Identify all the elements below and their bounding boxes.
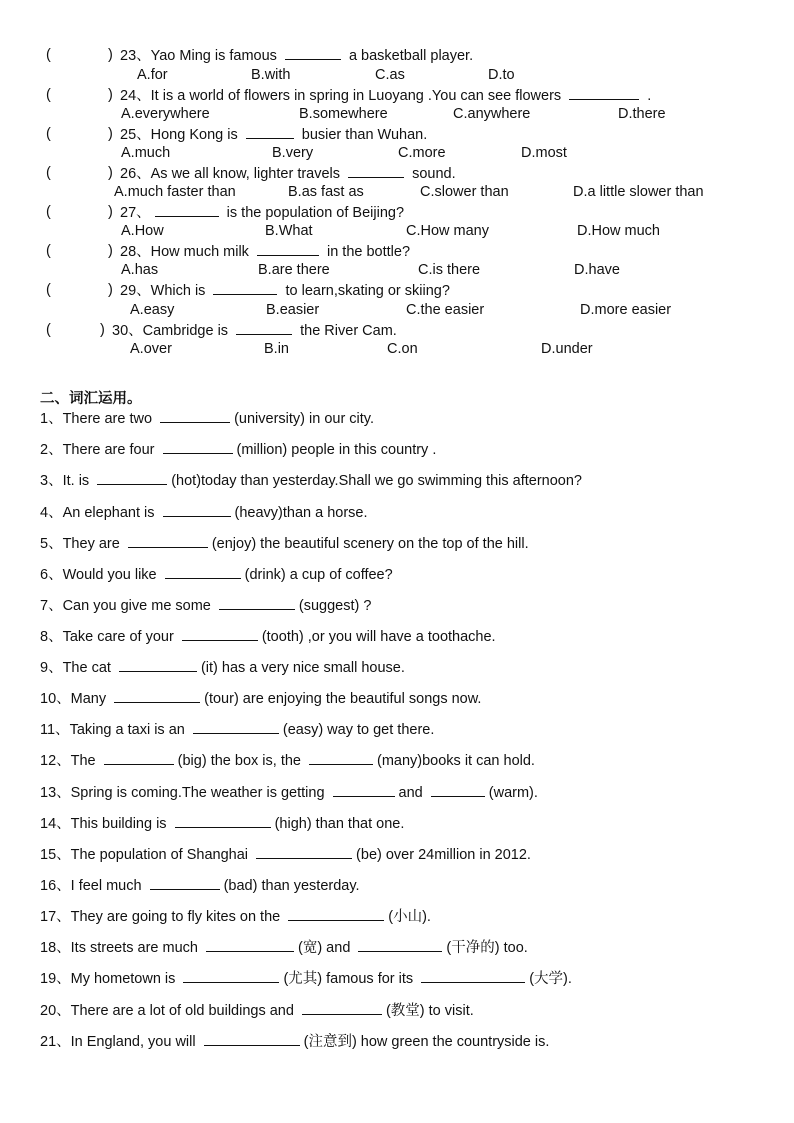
item-text: There are four — [62, 442, 159, 458]
answer-blank[interactable] — [182, 626, 258, 641]
item-text: (many)books it can hold. — [377, 753, 535, 769]
question-stem — [120, 45, 473, 66]
item-text: Would you like — [62, 567, 161, 583]
option-d[interactable]: D.to — [488, 67, 515, 83]
item-text: The population of Shanghai — [70, 847, 253, 863]
question-stem — [120, 163, 456, 184]
item-number: 8、 — [40, 629, 63, 645]
option-b[interactable]: B.with — [251, 67, 291, 83]
item-text: Its streets are much — [70, 940, 202, 956]
option-c[interactable]: C.is there — [418, 262, 481, 278]
option-d[interactable]: D.under — [541, 341, 593, 357]
item-number: 6、 — [40, 567, 63, 583]
answer-blank[interactable] — [213, 280, 277, 295]
answer-blank[interactable] — [256, 844, 352, 859]
item-text: (million) people in this country . — [236, 442, 437, 458]
exercise-item-3 — [40, 470, 582, 490]
answer-paren[interactable]: ( — [46, 47, 51, 63]
question-stem — [120, 202, 404, 223]
answer-blank[interactable] — [97, 470, 167, 485]
option-d[interactable]: D.more easier — [580, 302, 672, 318]
item-number: 10、 — [40, 691, 71, 707]
exercise-item-20 — [40, 1000, 474, 1020]
answer-blank[interactable] — [431, 782, 485, 797]
item-text: (大学). — [529, 971, 572, 987]
answer-blank[interactable] — [288, 906, 384, 921]
item-text: (bad) than yesterday. — [223, 878, 360, 894]
answer-blank[interactable] — [285, 45, 341, 60]
answer-blank[interactable] — [333, 782, 395, 797]
question-text: Hong Kong is — [150, 127, 242, 143]
exercise-item-8 — [40, 626, 496, 646]
option-a[interactable]: A.easy — [130, 302, 175, 318]
answer-blank[interactable] — [104, 750, 174, 765]
item-number: 16、 — [40, 878, 71, 894]
question-text: a basketball player. — [344, 48, 474, 64]
option-c[interactable]: C.slower than — [420, 184, 509, 200]
question-stem — [112, 320, 397, 341]
question-number: 27、 — [120, 205, 151, 221]
item-text: (教堂) to visit. — [385, 1003, 474, 1019]
item-text: They are — [62, 536, 124, 552]
answer-paren-close: ) — [108, 165, 113, 181]
exercise-item-21 — [40, 1031, 549, 1051]
item-text: They are going to fly kites on the — [70, 909, 285, 925]
item-text: (heavy)than a horse. — [234, 505, 368, 521]
answer-blank[interactable] — [128, 533, 208, 548]
question-text: in the bottle? — [322, 244, 411, 260]
exercise-item-1 — [40, 408, 374, 428]
question-number: 23、 — [120, 48, 151, 64]
item-text: An elephant is — [62, 505, 159, 521]
option-b[interactable]: B.as fast as — [288, 184, 364, 200]
question-text: the River Cam. — [296, 323, 397, 339]
answer-blank[interactable] — [163, 439, 233, 454]
item-text: There are two — [62, 411, 157, 427]
answer-blank[interactable] — [302, 1000, 382, 1015]
answer-blank[interactable] — [183, 968, 279, 983]
answer-blank[interactable] — [114, 688, 200, 703]
option-c[interactable]: C.more — [398, 145, 446, 161]
item-text: Many — [70, 691, 111, 707]
item-text: Spring is coming.The weather is getting — [70, 785, 329, 801]
item-text: (宽) and — [298, 940, 355, 956]
item-text: (easy) way to get there. — [282, 722, 435, 738]
option-b[interactable]: B.very — [272, 145, 314, 161]
option-d[interactable]: D.have — [574, 262, 620, 278]
answer-blank[interactable] — [569, 85, 639, 100]
item-text: (university) in our city. — [234, 411, 375, 427]
question-stem — [120, 280, 450, 301]
option-d[interactable]: D.a little slower than — [573, 184, 704, 200]
item-number: 4、 — [40, 505, 63, 521]
item-text: (tour) are enjoying the beautiful songs now. — [204, 691, 482, 707]
exercise-item-7 — [40, 595, 371, 615]
item-number: 15、 — [40, 847, 71, 863]
item-number: 1、 — [40, 411, 63, 427]
question-text: busier than Wuhan. — [297, 127, 428, 143]
answer-paren-close: ) — [108, 126, 113, 142]
option-b[interactable]: B.What — [265, 223, 313, 239]
exercise-item-2 — [40, 439, 436, 459]
exercise-item-6 — [40, 564, 393, 584]
item-text: and — [398, 785, 427, 801]
answer-blank[interactable] — [150, 875, 220, 890]
item-text: (warm). — [488, 785, 538, 801]
option-a[interactable]: A.over — [130, 341, 172, 357]
item-text: The cat — [62, 660, 115, 676]
answer-blank[interactable] — [348, 163, 404, 178]
section-title: 二、词汇运用。 — [40, 391, 142, 407]
item-text: (suggest) ? — [298, 598, 372, 614]
option-a[interactable]: A.much faster than — [114, 184, 236, 200]
item-text: In England, you will — [70, 1034, 200, 1050]
item-number: 13、 — [40, 785, 71, 801]
option-c[interactable]: C.How many — [406, 223, 489, 239]
option-a[interactable]: A.for — [137, 67, 168, 83]
exercise-item-14 — [40, 813, 404, 833]
item-text: It. is — [62, 473, 94, 489]
item-number: 11、 — [40, 722, 70, 738]
answer-blank[interactable] — [119, 657, 197, 672]
answer-blank[interactable] — [160, 408, 230, 423]
option-a[interactable]: A.everywhere — [121, 106, 210, 122]
option-a[interactable]: A.much — [121, 145, 171, 161]
question-stem — [120, 85, 651, 106]
answer-blank[interactable] — [236, 320, 292, 335]
answer-paren[interactable]: ( — [46, 165, 51, 181]
option-c[interactable]: C.as — [375, 67, 405, 83]
answer-blank[interactable] — [257, 241, 319, 256]
exercise-item-10 — [40, 688, 481, 708]
question-number: 24、 — [120, 88, 151, 104]
exercise-item-12 — [40, 750, 535, 770]
item-text: (hot)today than yesterday.Shall we go swimming this afternoon? — [171, 473, 582, 489]
item-text: (小山). — [388, 909, 431, 925]
item-text: (high) than that one. — [274, 816, 405, 832]
answer-paren[interactable]: ( — [46, 126, 51, 142]
item-number: 12、 — [40, 753, 71, 769]
answer-blank[interactable] — [163, 502, 231, 517]
question-number: 28、 — [120, 244, 151, 260]
item-text: My hometown is — [70, 971, 180, 987]
option-b[interactable]: B.somewhere — [299, 106, 388, 122]
answer-paren-close: ) — [108, 47, 113, 63]
question-stem — [120, 241, 410, 262]
answer-blank[interactable] — [155, 202, 219, 217]
item-number: 7、 — [40, 598, 63, 614]
item-text: Can you give me some — [62, 598, 215, 614]
question-text: to learn,skating or skiing? — [281, 283, 450, 299]
option-b[interactable]: B.in — [264, 341, 289, 357]
answer-blank[interactable] — [206, 937, 294, 952]
item-text: (干净的) too. — [446, 940, 528, 956]
item-number: 18、 — [40, 940, 71, 956]
item-text: Taking a taxi is an — [69, 722, 189, 738]
question-text: is the population of Beijing? — [222, 205, 405, 221]
answer-blank[interactable] — [175, 813, 271, 828]
item-text: (注意到) how green the countryside is. — [303, 1034, 550, 1050]
item-text: (be) over 24million in 2012. — [356, 847, 531, 863]
answer-paren-close: ) — [108, 87, 113, 103]
item-number: 9、 — [40, 660, 63, 676]
answer-blank[interactable] — [246, 124, 294, 139]
exercise-item-18 — [40, 937, 528, 957]
item-number: 17、 — [40, 909, 71, 925]
option-c[interactable]: C.the easier — [406, 302, 485, 318]
item-number: 3、 — [40, 473, 63, 489]
option-c[interactable]: C.on — [387, 341, 418, 357]
item-text: (enjoy) the beautiful scenery on the top of the hill. — [211, 536, 529, 552]
answer-blank[interactable] — [421, 968, 525, 983]
answer-blank[interactable] — [204, 1031, 300, 1046]
exercise-item-13 — [40, 782, 538, 802]
question-number: 30、 — [112, 323, 143, 339]
answer-blank[interactable] — [219, 595, 295, 610]
question-number: 29、 — [120, 283, 151, 299]
item-text: (big) the box is, the — [177, 753, 305, 769]
item-number: 5、 — [40, 536, 63, 552]
question-stem — [120, 124, 427, 145]
exercise-item-15 — [40, 844, 531, 864]
option-a[interactable]: A.has — [121, 262, 159, 278]
exercise-item-9 — [40, 657, 405, 677]
option-b[interactable]: B.are there — [258, 262, 330, 278]
exercise-item-4 — [40, 502, 368, 522]
item-text: There are a lot of old buildings and — [70, 1003, 298, 1019]
answer-paren-close: ) — [108, 282, 113, 298]
question-text: How much milk — [150, 244, 253, 260]
option-c[interactable]: C.anywhere — [453, 106, 531, 122]
answer-paren[interactable]: ( — [46, 282, 51, 298]
exercise-item-16 — [40, 875, 360, 895]
answer-paren[interactable]: ( — [46, 204, 51, 220]
item-text: (tooth) ,or you will have a toothache. — [261, 629, 496, 645]
question-text: . — [643, 88, 652, 104]
item-text: Take care of your — [62, 629, 178, 645]
item-number: 20、 — [40, 1003, 71, 1019]
question-text: Cambridge is — [142, 323, 233, 339]
item-number: 14、 — [40, 816, 71, 832]
item-text: This building is — [70, 816, 171, 832]
question-number: 25、 — [120, 127, 151, 143]
answer-paren-close: ) — [100, 322, 105, 338]
exercise-item-17 — [40, 906, 431, 926]
item-text: I feel much — [70, 878, 146, 894]
option-d[interactable]: D.most — [521, 145, 567, 161]
item-text: The — [70, 753, 100, 769]
question-text: sound. — [408, 166, 456, 182]
exercise-item-5 — [40, 533, 529, 553]
question-text: Which is — [150, 283, 210, 299]
answer-blank[interactable] — [193, 719, 279, 734]
question-number: 26、 — [120, 166, 151, 182]
option-b[interactable]: B.easier — [266, 302, 320, 318]
question-text: It is a world of flowers in spring in Luoyang .You can see flowers — [150, 88, 566, 104]
answer-blank[interactable] — [358, 937, 442, 952]
option-a[interactable]: A.How — [121, 223, 164, 239]
option-d[interactable]: D.How much — [577, 223, 660, 239]
answer-paren-close: ) — [108, 204, 113, 220]
item-text: (drink) a cup of coffee? — [244, 567, 393, 583]
answer-paren[interactable]: ( — [46, 243, 51, 259]
exercise-item-19 — [40, 968, 572, 988]
item-number: 2、 — [40, 442, 63, 458]
item-text: (it) has a very nice small house. — [200, 660, 405, 676]
answer-blank[interactable] — [165, 564, 241, 579]
answer-paren[interactable]: ( — [46, 87, 51, 103]
exercise-item-11 — [40, 719, 434, 739]
question-text: As we all know, lighter travels — [150, 166, 345, 182]
item-text: (尤其) famous for its — [283, 971, 418, 987]
answer-paren[interactable]: ( — [46, 322, 51, 338]
question-text: Yao Ming is famous — [150, 48, 281, 64]
answer-paren-close: ) — [108, 243, 113, 259]
option-d[interactable]: D.there — [618, 106, 666, 122]
item-number: 19、 — [40, 971, 71, 987]
answer-blank[interactable] — [309, 750, 373, 765]
item-number: 21、 — [40, 1034, 71, 1050]
